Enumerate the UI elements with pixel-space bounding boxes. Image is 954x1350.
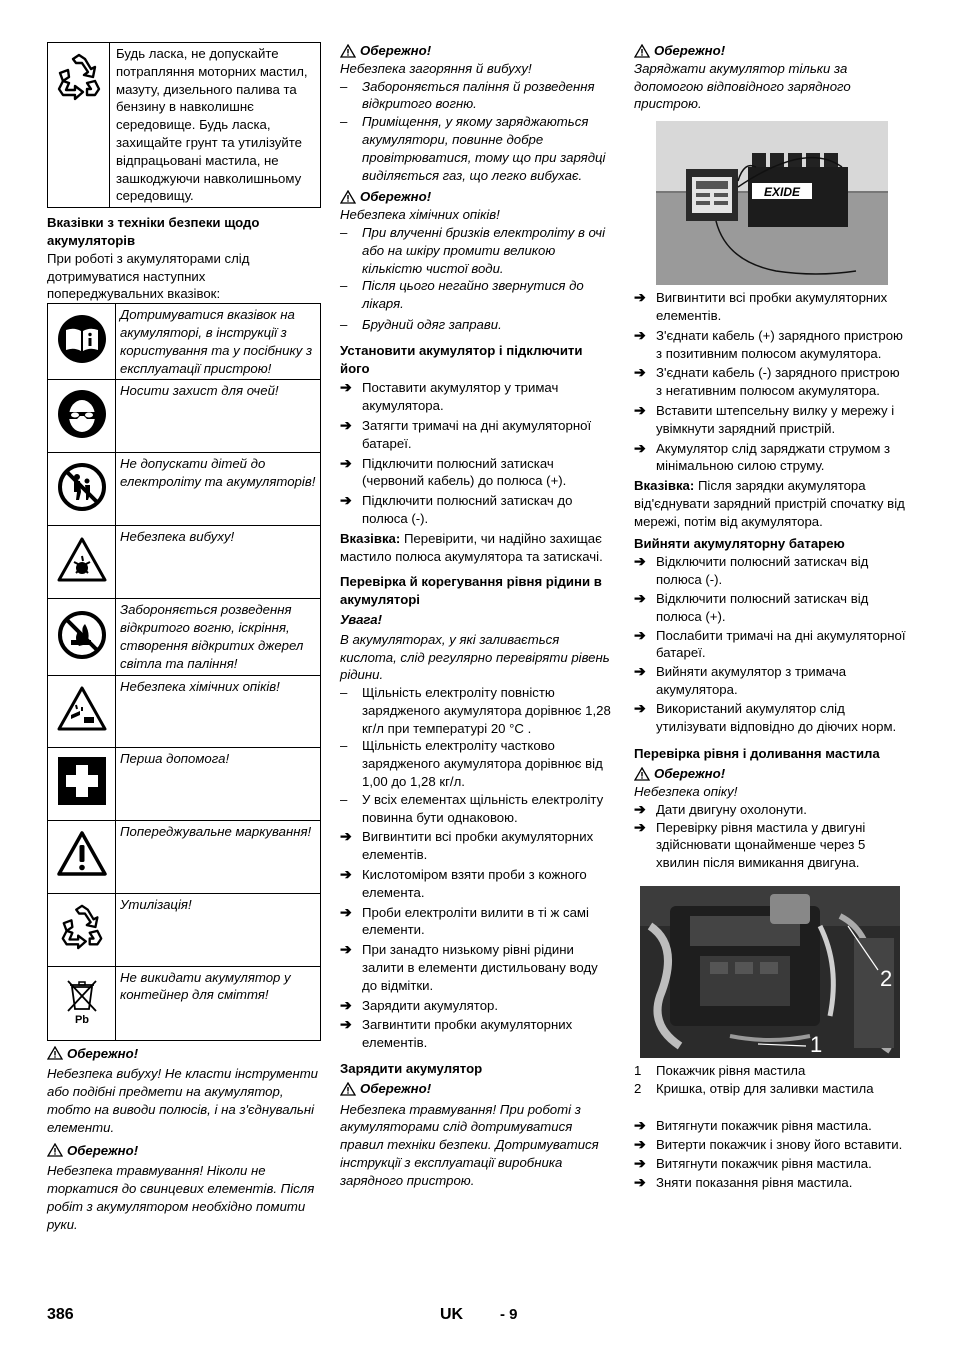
step-item: ➔ Проби електроліти вилити в ті ж самі елементи. <box>340 903 589 938</box>
column-2 <box>340 42 614 1190</box>
recycling-icon <box>57 902 107 952</box>
remove-heading: Вийняти акумуляторну батарею <box>634 535 845 551</box>
caution-text: Небезпека хімічних опіків! <box>340 207 500 223</box>
battery-charger-photo <box>656 121 888 285</box>
step-item: ➔ Витягнути покажчик рівня мастила. <box>634 1155 872 1172</box>
list-item: – Щільність електроліту повністю зарядженого акумулятора дорівнює 1,28 кг/л при температурі 20 °C . <box>340 685 611 736</box>
battery-brand-label: EXIDE <box>763 185 801 200</box>
symbol-text: Утилізація! <box>116 893 321 966</box>
list-item: – У всіх елементах щільність електроліту повинна бути однаковою. <box>340 791 604 825</box>
caution-heading: Обережно! <box>340 42 614 60</box>
attention-label: Увага! <box>340 611 382 627</box>
page-number: 386 <box>47 1306 74 1323</box>
step-item: ➔ З'єднати кабель (+) зарядного пристрою з позитивним полюсом акумулятора. <box>634 326 903 361</box>
step-item: ➔ Зняти показання рівня мастила. <box>634 1173 853 1190</box>
step-item: ➔ Акумулятор слід заряджати струмом з мінімальною силою струму. <box>634 439 891 474</box>
explosion-hazard-icon <box>56 536 108 584</box>
install-note: Вказівка: Перевірити, чи надійно захищає мастило полюса акумулятора та затискачі. <box>340 530 603 564</box>
environment-notice-table <box>47 42 321 208</box>
environment-notice-text: Будь ласка, не допускайте потрапляння моторних мастил, мазуту, дизельного палива та бензину в навколишнє середовище. Будь ласка, захищайте грунт та утилізуйте відпрацьовані мастила, не зашкоджуючи навколишньому середовищу. <box>110 43 321 208</box>
battery-safety-heading: Вказівки з техніки безпеки щодо акумуляторів <box>47 215 260 248</box>
list-item: – Приміщення, у якому заряджаються акумулятори, повинне добре провітрюватися, тому що при зарядці виділяється газ, що легко вибухає. <box>340 114 606 183</box>
caution-heading: Обережно! <box>634 42 908 60</box>
step-item: ➔ Перевірку рівня мастила у двигуні здійснювати щонайменше через 5 хвилин після вимикання двигуна. <box>634 818 866 871</box>
list-item: – Щільність електроліту частково зарядженого акумулятора дорівнює від 1,00 до 1,28 кг/л. <box>340 738 603 790</box>
battery-symbols-table <box>47 303 321 1040</box>
caution-heading: Обережно! <box>634 765 908 783</box>
engine-photo <box>640 886 900 1058</box>
step-item: ➔ Послабити тримачі на дні акумуляторної батареї. <box>634 626 906 661</box>
symbol-text: Дотримуватися вказівок на акумуляторі, в інструкції з користування та у посібнику з експлуатації пристрою! <box>116 304 321 380</box>
step-item: ➔ Підключити полюсний затискач (червоний кабель) до полюса (+). <box>340 454 567 489</box>
warning-triangle-icon <box>340 190 356 204</box>
symbol-text: Не викидати акумулятор у контейнер для сміття! <box>116 966 321 1040</box>
symbol-text: Забороняється розведення відкритого вогню, іскріння, створення відкритих джерел світла та паління! <box>116 599 321 675</box>
oil-heading: Перевірка рівня і доливання мастила <box>634 746 880 762</box>
battery-safety-intro: При роботі з акумуляторами слід дотримуватися наступних попереджувальних вказівок: <box>47 250 250 302</box>
caution-heading: Обережно! <box>47 1045 321 1063</box>
legend-item: 1 Покажчик рівня мастила <box>634 1062 806 1078</box>
engine-callout-1: 1 <box>810 1031 823 1057</box>
symbol-text: Попереджувальне маркування! <box>116 820 321 893</box>
step-item: ➔ Вийняти акумулятор з тримача акумулятора. <box>634 663 847 697</box>
language-code: UK <box>440 1306 464 1323</box>
warning-triangle-icon <box>56 830 108 878</box>
recycling-icon <box>53 51 105 103</box>
step-item: ➔ Загвинтити пробки акумуляторних елементів. <box>340 1016 573 1051</box>
symbol-text: Носити захист для очей! <box>116 380 321 453</box>
step-item: ➔ Кислотоміром взяти проби з кожного елемента. <box>340 866 587 900</box>
step-item: ➔ При занадто низькому рівні рідини залити в елементи дистильовану воду до відмітки. <box>340 941 598 993</box>
step-item: ➔ Поставити акумулятор у тримач акумулятора. <box>340 379 559 414</box>
step-item: ➔ Вставити штепсельну вилку у мережу і увімкнути зарядний пристрій. <box>634 401 895 436</box>
charge-note: Вказівка: Після зарядки акумулятора від'єднувати зарядний пристрій спочатку від мережі, потім від акумулятора. <box>634 478 905 529</box>
caution-heading: Обережно! <box>340 1080 614 1098</box>
column-1 <box>47 42 321 1234</box>
symbol-text: Не допускати дітей до електроліту та акумуляторів! <box>116 453 321 526</box>
step-item: ➔ Витягнути покажчик рівня мастила. <box>634 1117 872 1134</box>
warning-triangle-icon <box>634 44 650 58</box>
list-item: – Після цього негайно звернутися до лікаря. <box>340 278 584 312</box>
step-item: ➔ Відключити полюсний затискач від полюса (-). <box>634 553 869 588</box>
step-item: ➔ З'єднати кабель (-) зарядного пристрою з негативним полюсом акумулятора. <box>634 364 900 399</box>
caution-text: Заряджати акумулятор тільки за допомогою відповідного зарядного пристрою. <box>634 60 851 112</box>
warning-triangle-icon <box>47 1046 63 1060</box>
fluid-heading: Перевірка й корегування рівня рідини в акумуляторі <box>340 574 602 608</box>
symbol-text: Перша допомога! <box>116 747 321 820</box>
charge-heading: Зарядити акумулятор <box>340 1061 483 1077</box>
symbol-text: Небезпека хімічних опіків! <box>116 675 321 747</box>
step-item: ➔ Зарядити акумулятор. <box>340 996 499 1013</box>
caution-text: Небезпека загоряння й вибуху! <box>340 60 532 76</box>
no-open-flame-icon <box>57 610 107 660</box>
step-item: ➔ Використаний акумулятор слід утилізувати відповідно до діючих норм. <box>634 699 897 734</box>
column-3 <box>634 42 908 1192</box>
keep-children-away-icon <box>57 462 107 512</box>
manual-info-icon <box>57 314 107 364</box>
corrosive-hazard-icon <box>56 685 108 733</box>
step-item: ➔ Підключити полюсний затискач до полюса (-). <box>340 492 573 526</box>
step-item: ➔ Витерти покажчик і знову його вставити. <box>634 1136 903 1153</box>
step-item: ➔ Вигвинтити всі пробки акумуляторних елементів. <box>340 828 594 863</box>
pb-label: Pb <box>74 1013 89 1025</box>
list-item: – Забороняється паління й розведення відкритого вогню. <box>340 78 595 112</box>
step-item: ➔ Вигвинтити всі пробки акумуляторних елементів. <box>634 289 888 323</box>
caution-text: Небезпека травмування! При роботі з акумуляторами слід дотримуватися правил техніки безпеки. Дотримуватися інструкції з експлуатації виробника зарядного пристрою. <box>340 1101 599 1188</box>
caution-text: Небезпека вибуху! Не класти інструменти або подібні предмети на акумулятор, тобто на виводи полюсів, і на з'єднувальні елементи. <box>47 1066 319 1135</box>
caution-text: Небезпека опіку! <box>634 783 738 799</box>
legend-item: 2 Кришка, отвір для заливки мастила <box>634 1080 874 1096</box>
sub-page-number: - 9 <box>500 1306 518 1323</box>
step-item: ➔ Відключити полюсний затискач від полюса (+). <box>634 589 869 624</box>
recycling-icon-cell <box>48 43 110 208</box>
step-item: ➔ Затягти тримачі на дні акумуляторної батареї. <box>340 416 592 451</box>
warning-triangle-icon <box>340 44 356 58</box>
attention-text: В акумуляторах, у які заливається кислота, слід регулярно перевіряти рівень рідини. <box>340 631 610 683</box>
warning-triangle-icon <box>340 1082 356 1096</box>
list-item: – Брудний одяг заправи. <box>340 316 502 332</box>
first-aid-icon <box>57 756 107 806</box>
engine-callout-2: 2 <box>880 965 893 991</box>
eye-protection-icon <box>57 389 107 439</box>
install-heading: Установити акумулятор і підключити його <box>340 342 583 376</box>
caution-heading: Обережно! <box>340 188 614 206</box>
step-item: ➔ Дати двигуну охолонути. <box>634 800 807 817</box>
list-item: – При влученні бризків електроліту в очі або на шкіру промити великою кількістю чистої води. <box>340 224 606 276</box>
caution-text: Небезпека травмування! Ніколи не торкатися до свинцевих елементів. Після робіт з акумулятором необхідно помити руки. <box>47 1163 315 1232</box>
warning-triangle-icon <box>47 1143 63 1157</box>
warning-triangle-icon <box>634 767 650 781</box>
symbol-text: Небезпека вибуху! <box>116 526 321 599</box>
crossed-bin-icon <box>62 977 102 1025</box>
caution-heading: Обережно! <box>47 1142 321 1160</box>
